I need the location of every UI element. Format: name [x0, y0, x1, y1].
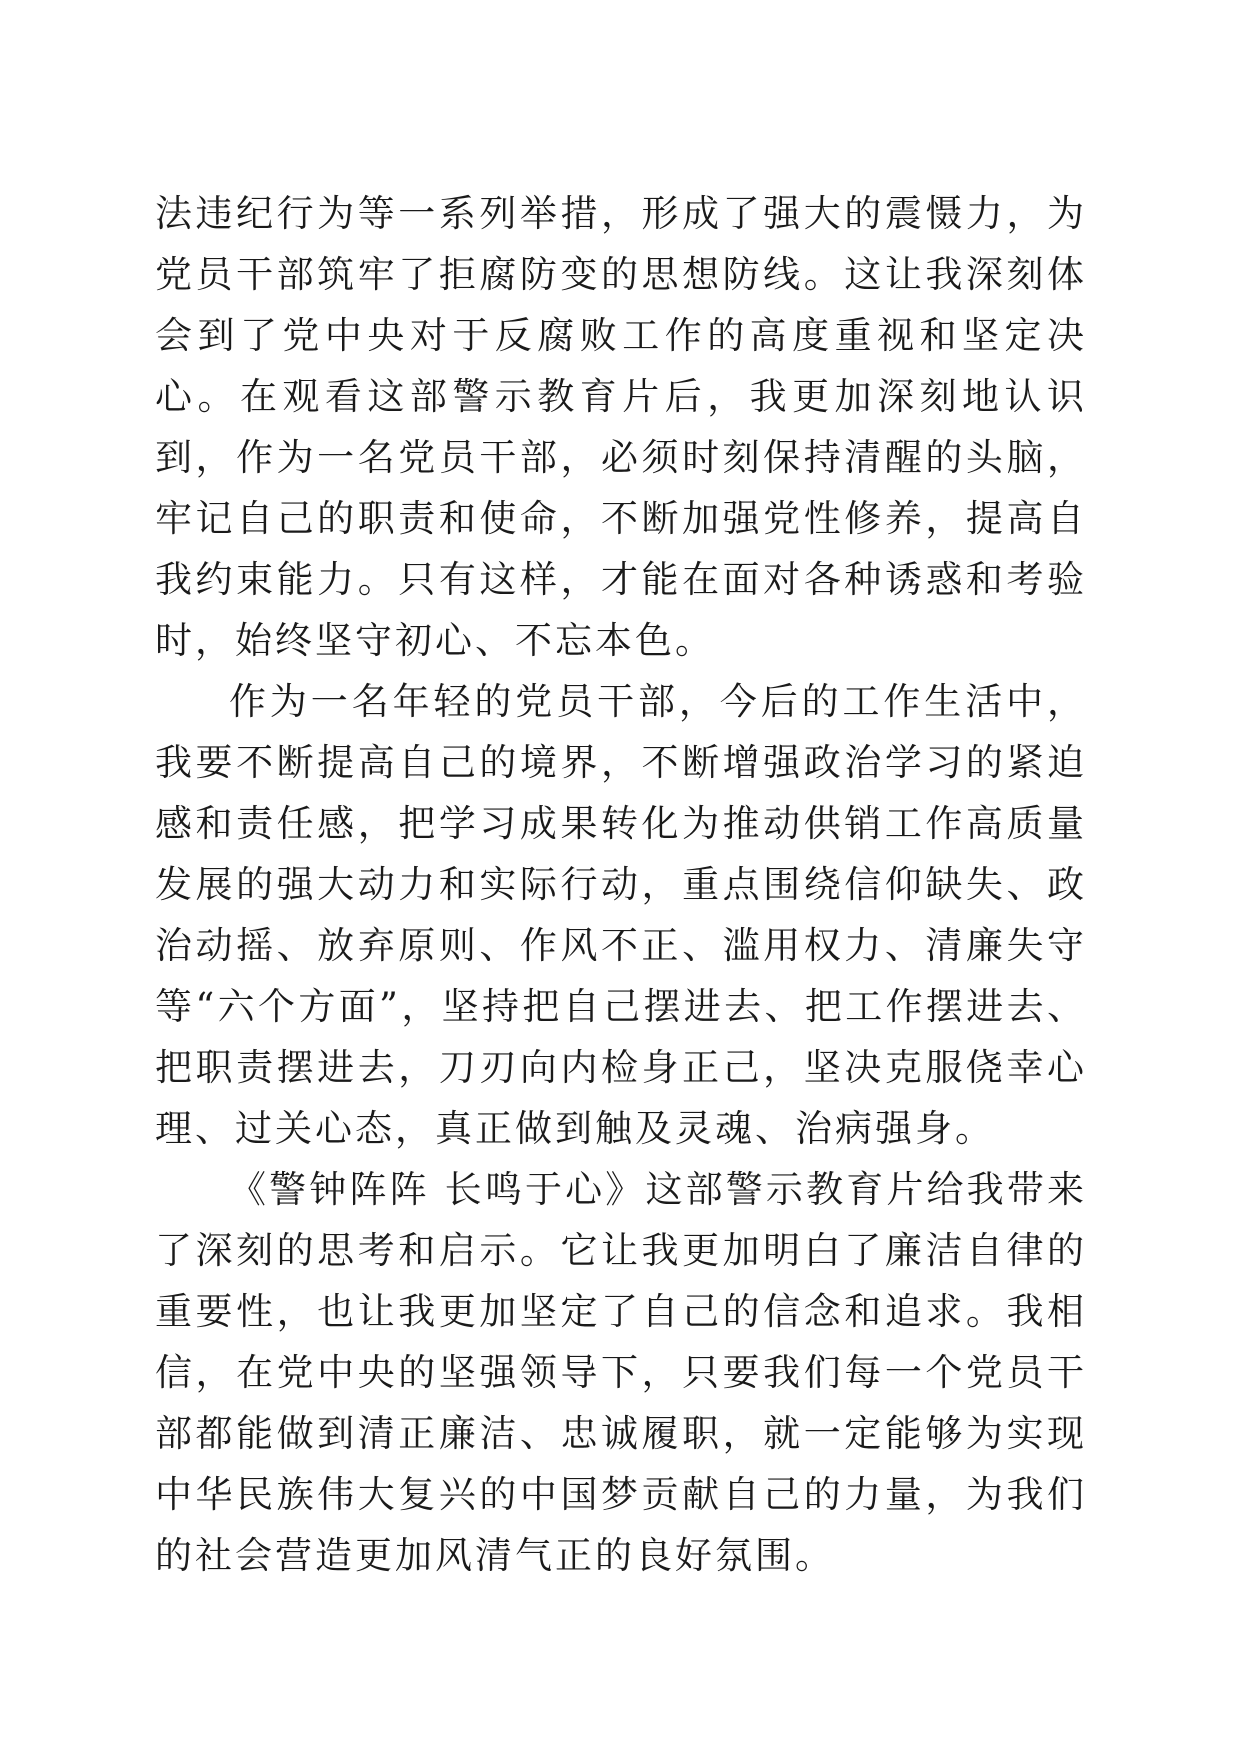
body-text [155, 183, 1087, 1586]
paragraph-conclusion: 《警钟阵阵 长鸣于心》这部警示教育片给我带来了深刻的思考和启示。它让我更加明白了廉洁自律的重要性，也让我更加坚定了自己的信念和追求。我相信，在党中央的坚强领导下，只要我们每一个党员干部都能做到清正廉洁、忠诚履职，就一定能够为实现中华民族伟大复兴的中国梦贡献自己的力量，为我们的社会营造更加风清气正的良好氛围。 [155, 1168, 1087, 1577]
paragraph-resolution: 作为一名年轻的党员干部，今后的工作生活中，我要不断提高自己的境界，不断增强政治学习的紧迫感和责任感，把学习成果转化为推动供销工作高质量发展的强大动力和实际行动，重点围绕信仰缺失、政治动摇、放弃原则、作风不正、滥用权力、清廉失守等“六个方面”，坚持把自己摆进去、把工作摆进去、把职责摆进去，刀刃向内检身正己，坚决克服侥幸心理、过关心态，真正做到触及灵魂、治病强身。 [155, 680, 1087, 1150]
paragraph-continuation: 法违纪行为等一系列举措，形成了强大的震慑力，为党员干部筑牢了拒腐防变的思想防线。这让我深刻体会到了党中央对于反腐败工作的高度重视和坚定决心。在观看这部警示教育片后，我更加深刻地认识到，作为一名党员干部，必须时刻保持清醒的头脑，牢记自己的职责和使命，不断加强党性修养，提高自我约束能力。只有这样，才能在面对各种诱惑和考验时，始终坚守初心、不忘本色。 [155, 192, 1087, 662]
